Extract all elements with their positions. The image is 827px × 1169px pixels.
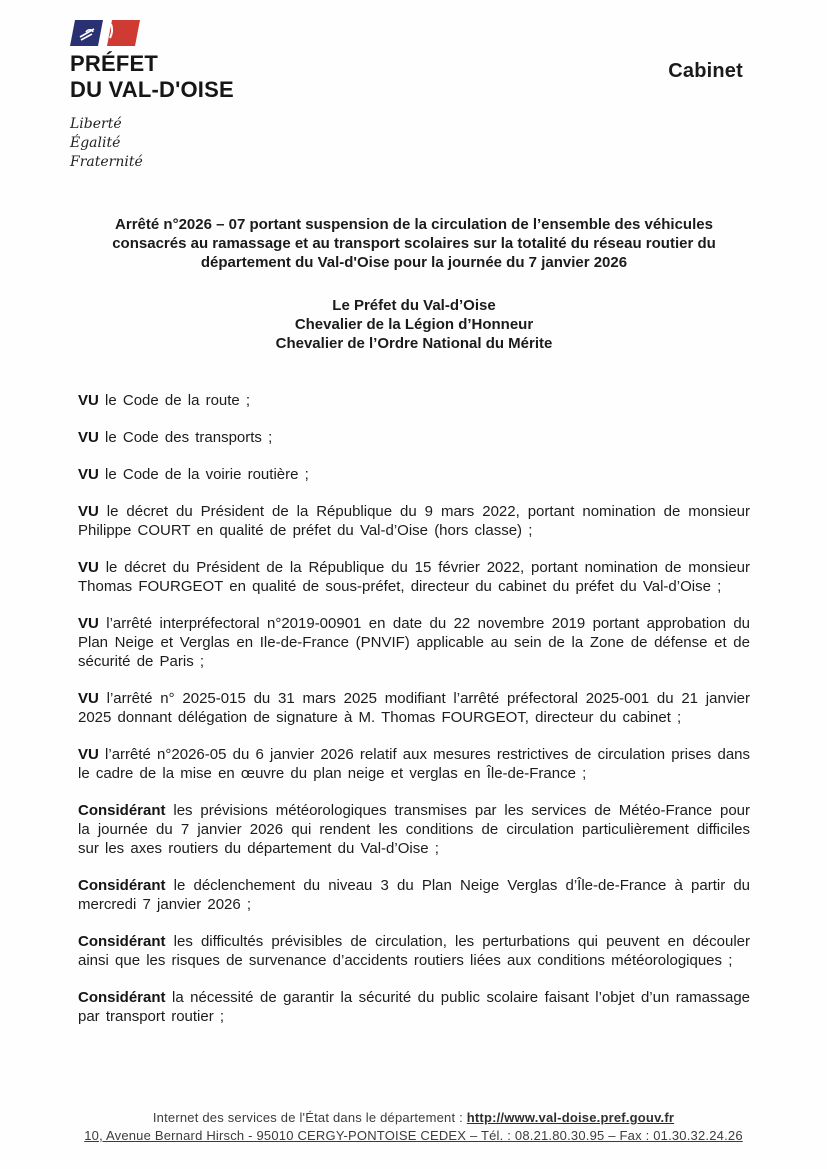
recital-paragraph [78,801,750,858]
footer-internet-line [40,1109,787,1127]
recital-lead: Considérant [78,802,166,819]
recital-lead: VU [78,392,99,409]
recital-text: l’arrêté n°2026-05 du 6 janvier 2026 relatif aux mesures restrictives de circulation prises dans le cadre de la mise en œuvre du plan neige et verglas en Île-de-France ; [78,746,750,782]
recital-text: les difficultés prévisibles de circulation, les perturbations qui peuvent en découler ainsi que les risques de survenance d’accidents routiers liées aux conditions météorologiques ; [78,933,750,969]
arrete-title [78,215,750,272]
recital-paragraph [78,502,750,540]
motto-liberte: Liberté [70,116,122,132]
brand-name-line1: PRÉFET [70,51,158,76]
recital-lead: VU [78,690,99,707]
recital-text: la nécessité de garantir la sécurité du public scolaire faisant l’objet d’un ramassage par transport routier ; [78,989,750,1025]
recitals-section [78,391,750,1044]
recital-text: le Code des transports ; [105,429,273,446]
recital-lead: Considérant [78,877,166,894]
recital-text: le Code de la voirie routière ; [105,466,309,483]
recital-lead: VU [78,615,99,632]
recital-paragraph [78,689,750,727]
recital-lead: VU [78,746,99,763]
recital-lead: VU [78,429,99,446]
recital-paragraph [78,988,750,1026]
french-flag-logo [70,20,140,46]
recital-text: le déclenchement du niveau 3 du Plan Neige Verglas d’Île-de-France à partir du mercredi 7 janvier 2026 ; [78,877,751,913]
recital-text: le Code de la route ; [105,392,251,409]
brand-name-line2: DU VAL-D'OISE [70,77,234,102]
footer-internet-label: Internet des services de l'État dans le département : [152,1110,463,1125]
recital-text: l’arrêté n° 2025-015 du 31 mars 2025 modifiant l’arrêté préfectoral 2025-001 du 21 janvier 2025 donnant délégation de signature à M. Thomas FOURGEOT, directeur du cabinet ; [78,690,750,726]
recital-text: le décret du Président de la République du 15 février 2022, portant nomination de monsieur Thomas FOURGEOT en qualité de sous-préfet, directeur du cabinet du préfet du Val-d’Oise ; [78,559,751,595]
recital-lead: Considérant [78,989,166,1006]
recital-lead: VU [78,466,99,483]
prefecture-brand [70,20,234,172]
footer-url[interactable]: http://www.val-doise.pref.gouv.fr [466,1110,675,1125]
authority-line-2: Chevalier de la Légion d’Honneur [294,316,534,333]
recital-lead: VU [78,559,99,576]
recital-paragraph [78,428,750,447]
recital-paragraph [78,932,750,970]
recital-paragraph [78,876,750,914]
authority-line-3: Chevalier de l’Ordre National du Mérite [275,335,553,352]
recital-text: l’arrêté interpréfectoral n°2019-00901 en date du 22 novembre 2019 portant approbation du Plan Neige et Verglas en Ile-de-France (PNVIF) applicable au sein de la Zone de défense et de sécurité de Paris ; [78,615,751,670]
title-line-3: département du Val-d'Oise pour la journée du 7 janvier 2026 [200,254,628,271]
recital-lead: Considérant [78,933,166,950]
authority-line-1: Le Préfet du Val-d’Oise [332,297,496,314]
title-line-2: consacrés au ramassage et au transport scolaires sur la totalité du réseau routier du [112,235,716,252]
page-footer [40,1109,787,1145]
recital-text: les prévisions météorologiques transmises par les services de Météo-France pour la journée du 7 janvier 2026 qui rendent les conditions de circulation particulièrement difficiles sur les axes routiers du département du Val-d’Oise ; [78,802,750,857]
motto-egalite: Égalité [70,135,121,151]
recital-text: le décret du Président de la République du 9 mars 2022, portant nomination de monsieur Philippe COURT en qualité de préfet du Val-d’Oise (hors classe) ; [78,503,751,539]
recital-paragraph [78,558,750,596]
republic-motto [70,115,234,172]
authority-block [78,296,750,353]
service-label: Cabinet [668,60,743,82]
recital-paragraph [78,391,750,410]
recital-paragraph [78,465,750,484]
recital-paragraph [78,614,750,671]
recital-paragraph [78,745,750,783]
recital-lead: VU [78,503,99,520]
motto-fraternite: Fraternité [70,154,143,170]
title-line-1: Arrêté n°2026 – 07 portant suspension de la circulation de l’ensemble des véhicules [115,216,713,233]
footer-address-line: 10, Avenue Bernard Hirsch - 95010 CERGY-PONTOISE CEDEX – Tél. : 08.21.80.30.95 – Fax : 01.30.32.24.26 [84,1128,743,1143]
